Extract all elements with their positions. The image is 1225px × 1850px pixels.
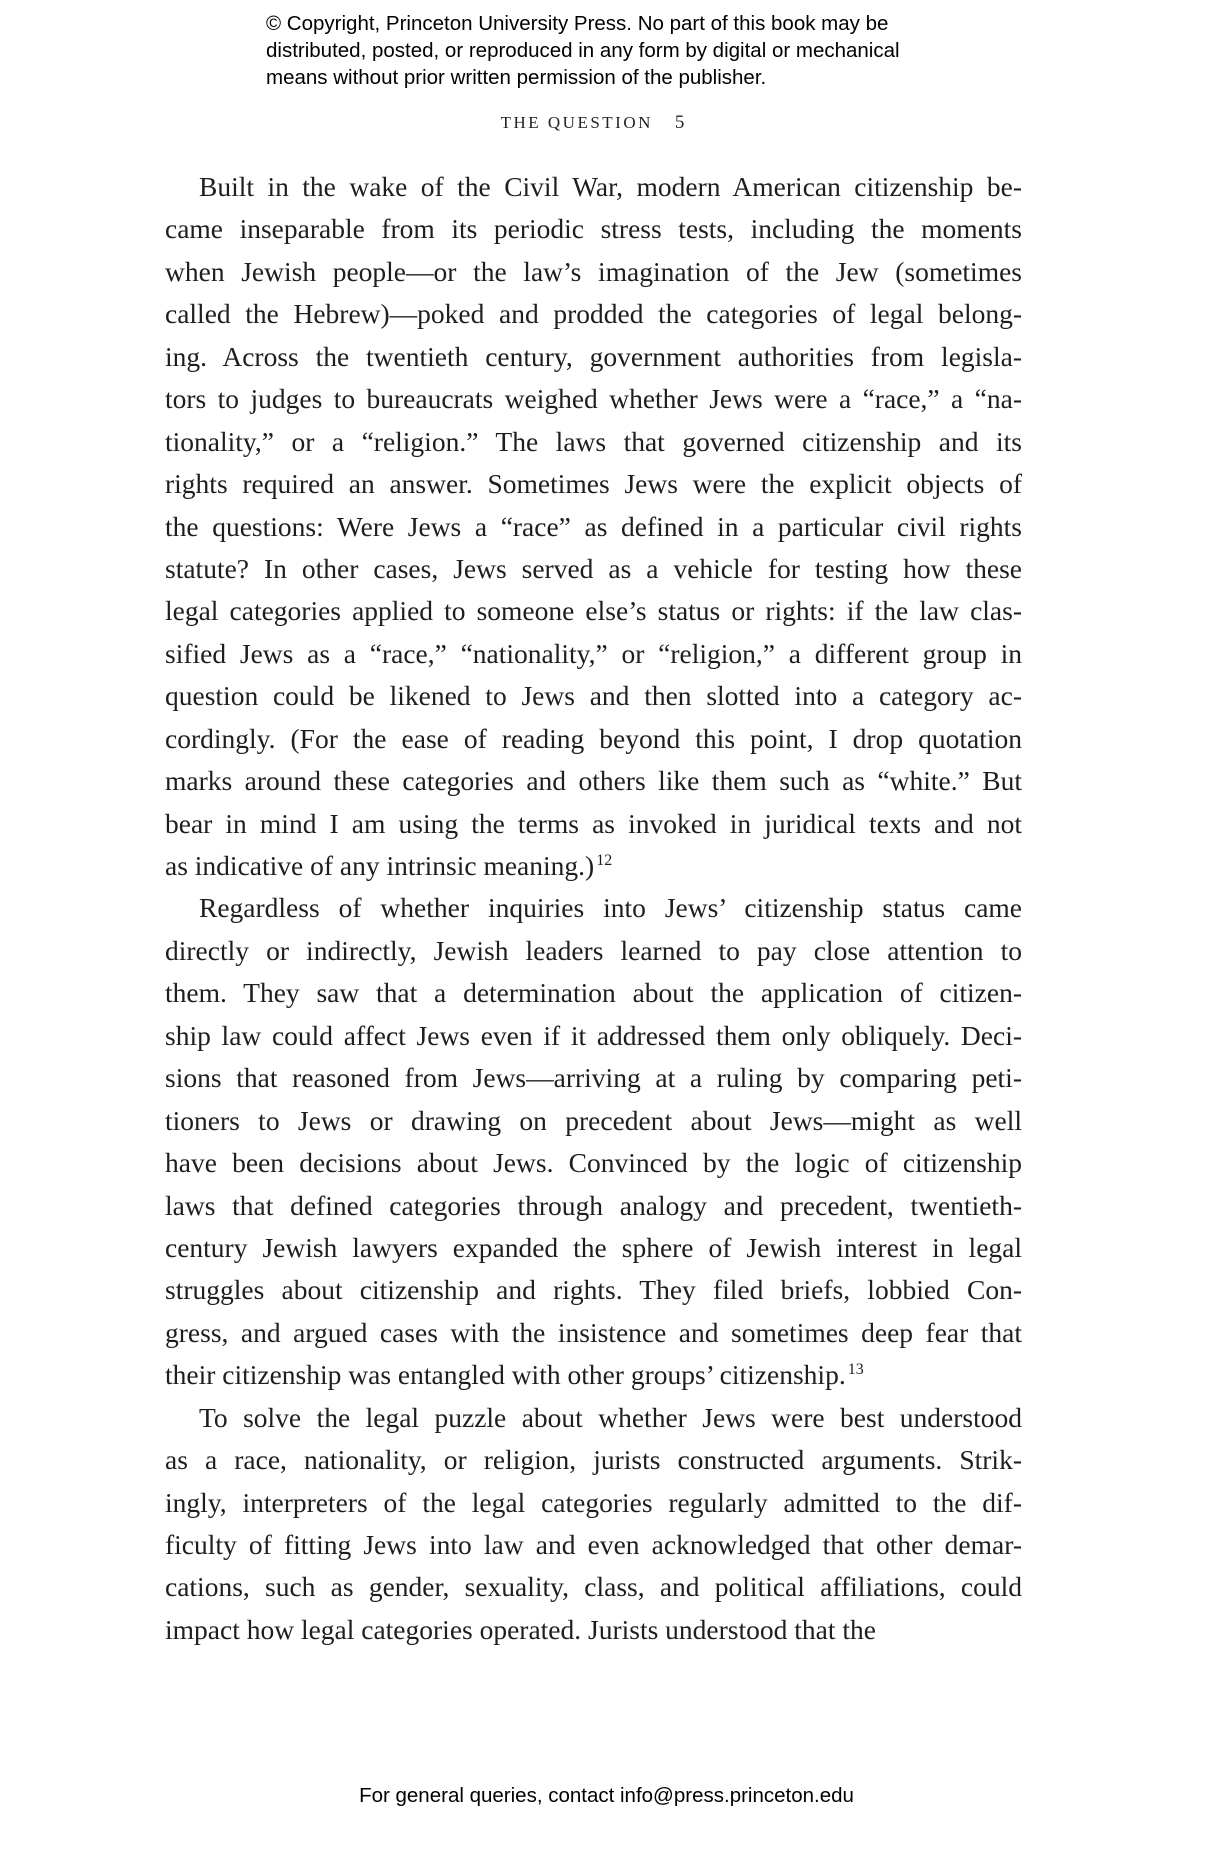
text-line bbox=[165, 1397, 1022, 1439]
line-text: called the Hebrew)—poked and prodded the categories of legal belong- bbox=[165, 298, 1022, 330]
line-text: To solve the legal puzzle about whether Jews were best understood bbox=[199, 1401, 1022, 1433]
text-line bbox=[165, 421, 1022, 463]
line-text: sions that reasoned from Jews—arriving at a ruling by comparing peti- bbox=[165, 1062, 1022, 1094]
text-line bbox=[165, 1439, 1022, 1481]
running-head bbox=[0, 112, 1185, 134]
line-text: legal categories applied to someone else’s status or rights: if the law clas- bbox=[165, 595, 1022, 627]
paragraph bbox=[165, 887, 1022, 1396]
line-text: impact how legal categories operated. Jurists understood that the bbox=[165, 1613, 876, 1645]
text-line bbox=[165, 463, 1022, 505]
line-text: ship law could affect Jews even if it addressed them only obliquely. Deci- bbox=[165, 1019, 1022, 1051]
line-text: ing. Across the twentieth century, government authorities from legisla- bbox=[165, 340, 1022, 372]
line-text: cordingly. (For the ease of reading beyond this point, I drop quotation bbox=[165, 722, 1022, 754]
line-text: tors to judges to bureaucrats weighed whether Jews were a “race,” a “na- bbox=[165, 383, 1022, 415]
footnote-marker[interactable]: 12 bbox=[596, 852, 613, 869]
line-text: directly or indirectly, Jewish leaders learned to pay close attention to bbox=[165, 934, 1022, 966]
text-line bbox=[165, 1142, 1022, 1184]
text-line bbox=[165, 336, 1022, 378]
line-text: have been decisions about Jews. Convinced by the logic of citizenship bbox=[165, 1147, 1022, 1179]
text-line bbox=[165, 548, 1022, 590]
text-line bbox=[165, 803, 1022, 845]
text-line bbox=[165, 1100, 1022, 1142]
line-text: came inseparable from its periodic stress tests, including the moments bbox=[165, 213, 1022, 245]
line-text: century Jewish lawyers expanded the sphere of Jewish interest in legal bbox=[165, 1231, 1022, 1263]
line-text: when Jewish people—or the law’s imagination of the Jew (sometimes bbox=[165, 255, 1022, 287]
text-line bbox=[165, 506, 1022, 548]
page-number: 5 bbox=[674, 112, 685, 133]
paragraph bbox=[165, 1397, 1022, 1652]
line-text: tionality,” or a “religion.” The laws that governed citizenship and its bbox=[165, 425, 1022, 457]
line-text: ficulty of fitting Jews into law and even acknowledged that other demar- bbox=[165, 1529, 1022, 1560]
text-line bbox=[165, 1566, 1022, 1608]
line-text: statute? In other cases, Jews served as a vehicle for testing how these bbox=[165, 552, 1022, 584]
line-text: gress, and argued cases with the insistence and sometimes deep fear that bbox=[165, 1316, 1022, 1348]
text-line bbox=[165, 208, 1022, 250]
text-line bbox=[165, 1185, 1022, 1227]
text-line bbox=[165, 887, 1022, 929]
copyright-line: means without prior written permission of the publisher. bbox=[266, 66, 767, 89]
text-line bbox=[165, 1227, 1022, 1269]
line-text: their citizenship was entangled with other groups’ citizenship. bbox=[165, 1359, 846, 1391]
line-text: bear in mind I am using the terms as invoked in juridical texts and not bbox=[165, 807, 1022, 839]
text-line bbox=[165, 1354, 1022, 1396]
paragraph bbox=[165, 166, 1022, 887]
text-line bbox=[165, 1269, 1022, 1311]
line-text: question could be likened to Jews and then slotted into a category ac- bbox=[165, 680, 1022, 712]
line-text: tioners to Jews or drawing on precedent about Jews—might as well bbox=[165, 1104, 1022, 1136]
line-text: as indicative of any intrinsic meaning.) bbox=[165, 850, 595, 881]
line-text: the questions: Were Jews a “race” as defined in a particular civil rights bbox=[165, 510, 1022, 542]
line-text: cations, such as gender, sexuality, class, and political affiliations, could bbox=[165, 1571, 1022, 1603]
text-line bbox=[165, 675, 1022, 717]
line-text: sified Jews as a “race,” “nationality,” or “religion,” a different group in bbox=[165, 637, 1022, 669]
text-line bbox=[165, 1057, 1022, 1099]
text-line bbox=[165, 760, 1022, 802]
line-text: Built in the wake of the Civil War, modern American citizenship be- bbox=[199, 171, 1022, 202]
line-text: ingly, interpreters of the legal categories regularly admitted to the dif- bbox=[165, 1486, 1022, 1518]
line-text: Regardless of whether inquiries into Jews’ citizenship status came bbox=[199, 892, 1022, 924]
line-text: as a race, nationality, or religion, jurists constructed arguments. Strik- bbox=[165, 1444, 1022, 1476]
text-line bbox=[165, 972, 1022, 1014]
copyright-notice bbox=[266, 10, 900, 91]
text-line bbox=[165, 166, 1022, 208]
running-head-title: THE QUESTION bbox=[500, 113, 653, 132]
text-line bbox=[165, 1524, 1022, 1566]
text-line bbox=[165, 378, 1022, 420]
text-line bbox=[165, 590, 1022, 632]
footnote-marker[interactable]: 13 bbox=[847, 1361, 864, 1379]
line-text: struggles about citizenship and rights. They filed briefs, lobbied Con- bbox=[165, 1274, 1022, 1306]
text-line bbox=[165, 1312, 1022, 1354]
text-line bbox=[165, 1015, 1022, 1057]
body-text bbox=[165, 166, 1022, 1651]
text-line bbox=[165, 1609, 1022, 1651]
text-line bbox=[165, 633, 1022, 675]
line-text: laws that defined categories through analogy and precedent, twentieth- bbox=[165, 1189, 1022, 1221]
line-text: rights required an answer. Sometimes Jews were the explicit objects of bbox=[165, 468, 1022, 500]
text-line bbox=[165, 251, 1022, 293]
footer-contact: For general queries, contact info@press.princeton.edu bbox=[359, 1784, 854, 1807]
line-text: marks around these categories and others like them such as “white.” But bbox=[165, 765, 1022, 797]
text-line bbox=[165, 1482, 1022, 1524]
text-line bbox=[165, 293, 1022, 335]
text-line bbox=[165, 930, 1022, 972]
text-line bbox=[165, 718, 1022, 760]
line-text: them. They saw that a determination about the application of citizen- bbox=[165, 977, 1022, 1009]
copyright-line: © Copyright, Princeton University Press. No part of this book may be bbox=[266, 12, 889, 35]
copyright-line: distributed, posted, or reproduced in any form by digital or mechanical bbox=[266, 39, 900, 62]
text-line bbox=[165, 845, 1022, 887]
